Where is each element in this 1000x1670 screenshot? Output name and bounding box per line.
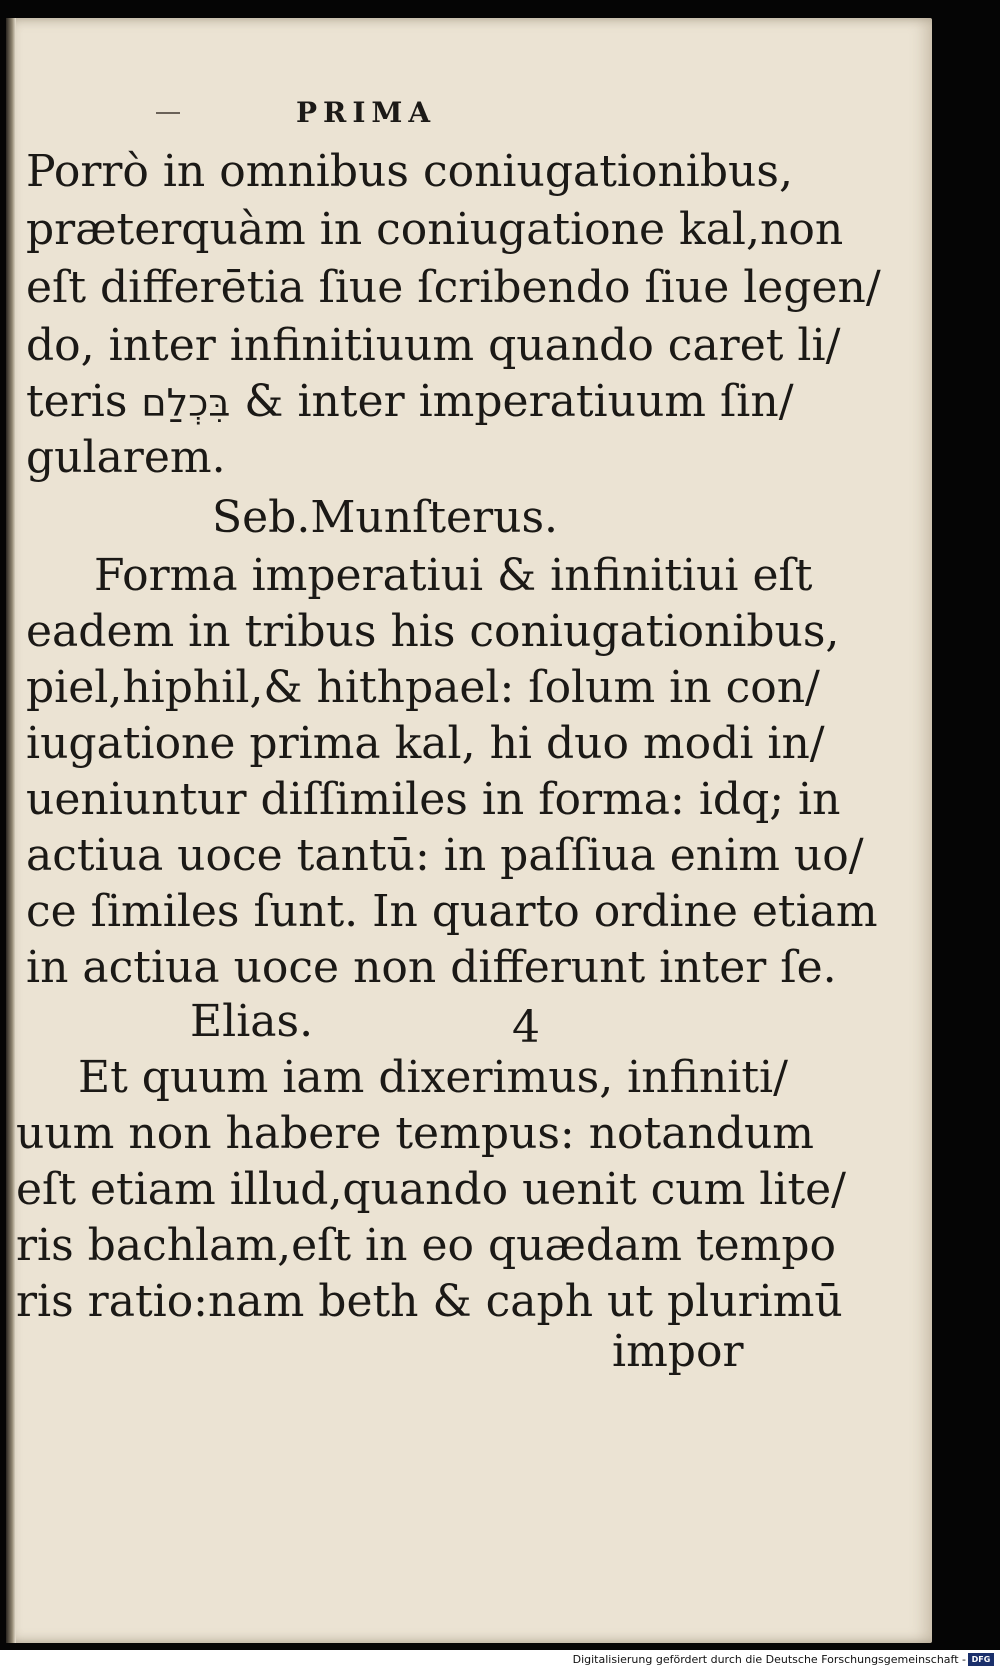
para3-line-2: uum non habere tempus: notandum [16,1108,815,1159]
text-line-2: præterquàm in coniugatione kal,non [26,204,844,255]
line5-before: teris [26,376,128,427]
para2-line-7: ce ſimiles ſunt. In quarto ordine etiam [26,886,878,937]
ink-mark [156,112,180,114]
section-heading-munsterus: Seb.Munſterus. [212,492,559,543]
footer-text: Digitalisierung gefördert durch die Deutsche Forschungsgemeinschaft - [572,1653,966,1666]
book-page [6,18,932,1643]
text-line-3: eſt differētia ſiue ſcribendo ſiue legen/ [26,262,881,313]
text-line-1: Porrò in omnibus coniugationibus, [26,146,793,197]
text-line-6: gularem. [26,432,226,483]
para2-line-5: ueniuntur diſſimiles in forma: idq; in [26,774,841,825]
para3-line-1: Et quum iam dixerimus, infiniti/ [78,1052,788,1103]
digitization-footer [0,1650,1000,1670]
catchword: impor [612,1326,744,1377]
running-head: PRIMA [296,96,437,129]
hebrew-word: בִּכְלַם [141,381,231,425]
para2-line-6: actiua uoce tantū: in paſſiua enim uo/ [26,830,864,881]
para2-line-1: Forma imperatiui & infinitiui eſt [94,550,813,601]
para2-line-8: in actiua uoce non differunt inter ſe. [26,942,837,993]
text-line-5 [26,376,794,427]
para3-line-4: ris bachlam,eſt in eo quædam tempo [16,1220,837,1271]
text-line-4: do, inter infinitiuum quando caret li/ [26,320,841,371]
para2-line-3: piel,hiphil,& hithpael: ſolum in con/ [26,662,820,713]
dfg-logo: DFG [968,1653,994,1666]
para2-line-2: eadem in tribus his coniugationibus, [26,606,840,657]
para3-line-3: eſt etiam illud,quando uenit cum lite/ [16,1164,846,1215]
section-heading-elias: Elias. [190,996,314,1047]
signature-mark: 4 [512,1002,540,1053]
page-gutter-shadow [6,18,16,1643]
para3-line-5: ris ratio:nam beth & caph ut plurimū [16,1276,843,1327]
para2-line-4: iugatione prima kal, hi duo modi in/ [26,718,825,769]
line5-after: & inter imperatiuum ſin/ [244,376,794,427]
